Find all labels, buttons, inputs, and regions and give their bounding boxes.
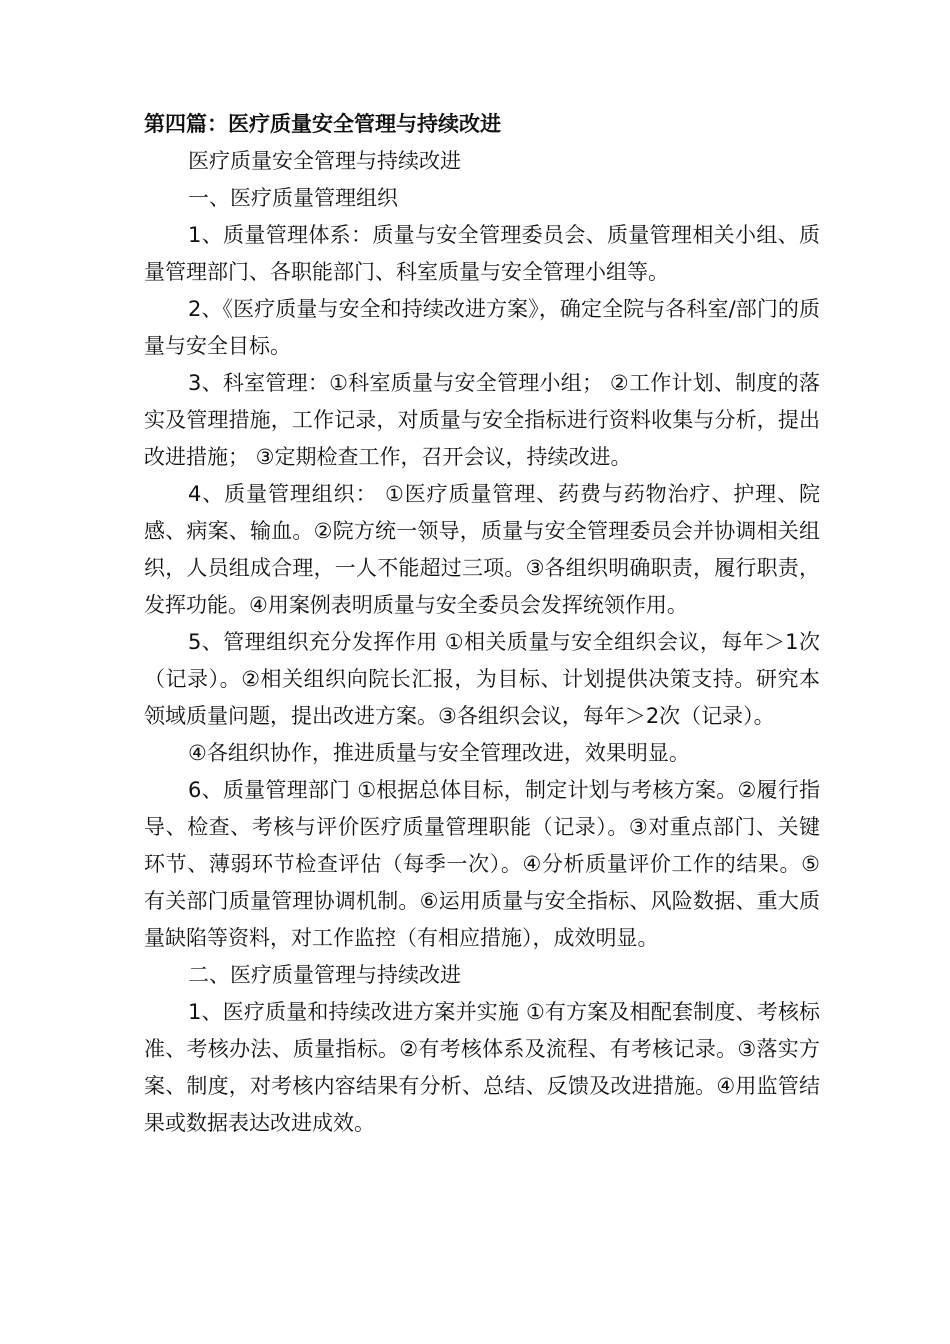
paragraph-1-5-continued: ④各组织协作，推进质量与安全管理改进，效果明显。 bbox=[188, 741, 690, 765]
paragraph-1-5: 5、管理组织充分发挥作用 ①相关质量与安全组织会议，每年＞1次（记录）。②相关组织向院长汇报，为目标、计划提供决策支持。研究本领域质量问题，提出改进方案。③各组织会议，每年＞2次（记录）。 bbox=[144, 630, 820, 728]
paragraph-1-3: 3、科室管理：①科室质量与安全管理小组； ②工作计划、制度的落实及管理措施，工作记录，对质量与安全指标进行资料收集与分析，提出改进措施； ③定期检查工作，召开会议，持续改进。 bbox=[144, 371, 820, 469]
document-page bbox=[144, 106, 820, 1142]
paragraph-1-6: 6、质量管理部门 ①根据总体目标，制定计划与考核方案。②履行指导、检查、考核与评价医疗质量管理职能（记录）。③对重点部门、关键环节、薄弱环节检查评估（每季一次）。④分析质量评价工作的结果。⑤有关部门质量管理协调机制。⑥运用质量与安全指标、风险数据、重大质量缺陷等资料，对工作监控（有相应措施），成效明显。 bbox=[144, 778, 820, 950]
section-heading-1: 一、医疗质量管理组织 bbox=[188, 186, 398, 210]
document-title: 第四篇：医疗质量安全管理与持续改进 bbox=[144, 112, 501, 136]
subtitle-paragraph: 医疗质量安全管理与持续改进 bbox=[188, 149, 461, 173]
paragraph-1-2: 2、《医疗质量与安全和持续改进方案》，确定全院与各科室/部门的质量与安全目标。 bbox=[144, 297, 820, 358]
section-heading-2: 二、医疗质量管理与持续改进 bbox=[188, 963, 461, 987]
paragraph-1-4: 4、质量管理组织： ①医疗质量管理、药费与药物治疗、护理、院感、病案、输血。②院方统一领导，质量与安全管理委员会并协调相关组织，人员组成合理，一人不能超过三项。③各组织明确职责，履行职责，发挥功能。④用案例表明质量与安全委员会发挥统领作用。 bbox=[144, 482, 820, 617]
paragraph-1-1: 1、质量管理体系：质量与安全管理委员会、质量管理相关小组、质量管理部门、各职能部门、科室质量与安全管理小组等。 bbox=[144, 223, 820, 284]
paragraph-2-1: 1、医疗质量和持续改进方案并实施 ①有方案及相配套制度、考核标准、考核办法、质量指标。②有考核体系及流程、有考核记录。③落实方案、制度，对考核内容结果有分析、总结、反馈及改进措施。④用监管结果或数据表达改进成效。 bbox=[144, 1000, 820, 1135]
